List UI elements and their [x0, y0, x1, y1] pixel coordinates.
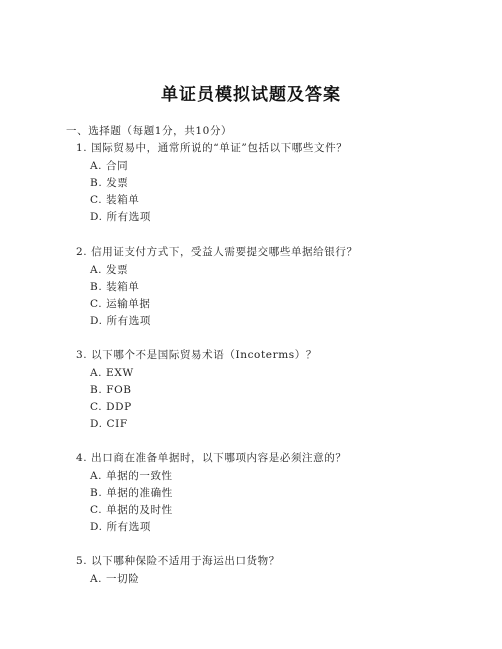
question-1-option-a: A. 合同 — [90, 160, 129, 172]
question-5-stem: 5. 以下哪种保险不适用于海运出口货物？ — [76, 555, 280, 567]
question-1-option-c: C. 装箱单 — [90, 194, 140, 206]
question-1-option-b: B. 发票 — [90, 177, 129, 189]
question-5-option-a: A. 一切险 — [90, 573, 140, 585]
document-title: 单证员模拟试题及答案 — [161, 85, 341, 105]
question-4-stem: 4. 出口商在准备单据时，以下哪项内容是必须注意的？ — [76, 452, 347, 464]
section-heading: 一、选择题（每题1分，共10分） — [66, 125, 233, 137]
question-2-option-a: A. 发票 — [90, 264, 129, 276]
question-4-option-b: B. 单据的准确性 — [90, 487, 173, 499]
question-4-option-d: D. 所有选项 — [90, 521, 151, 533]
question-2-option-d: D. 所有选项 — [90, 315, 151, 327]
question-2-option-c: C. 运输单据 — [90, 298, 151, 310]
question-2-option-b: B. 装箱单 — [90, 281, 140, 293]
question-3-option-d: D. CIF — [90, 418, 128, 430]
question-3-option-c: C. DDP — [90, 401, 132, 413]
question-3-option-a: A. EXW — [90, 367, 134, 379]
question-3-option-b: B. FOB — [90, 384, 132, 396]
question-3-stem: 3. 以下哪个不是国际贸易术语（Incoterms）？ — [76, 349, 317, 361]
question-1-stem: 1. 国际贸易中，通常所说的“单证”包括以下哪些文件？ — [76, 142, 348, 154]
question-2-stem: 2. 信用证支付方式下，受益人需要提交哪些单据给银行？ — [76, 246, 358, 258]
question-1-option-d: D. 所有选项 — [90, 211, 151, 223]
question-4-option-a: A. 单据的一致性 — [90, 470, 173, 482]
question-4-option-c: C. 单据的及时性 — [90, 504, 173, 516]
